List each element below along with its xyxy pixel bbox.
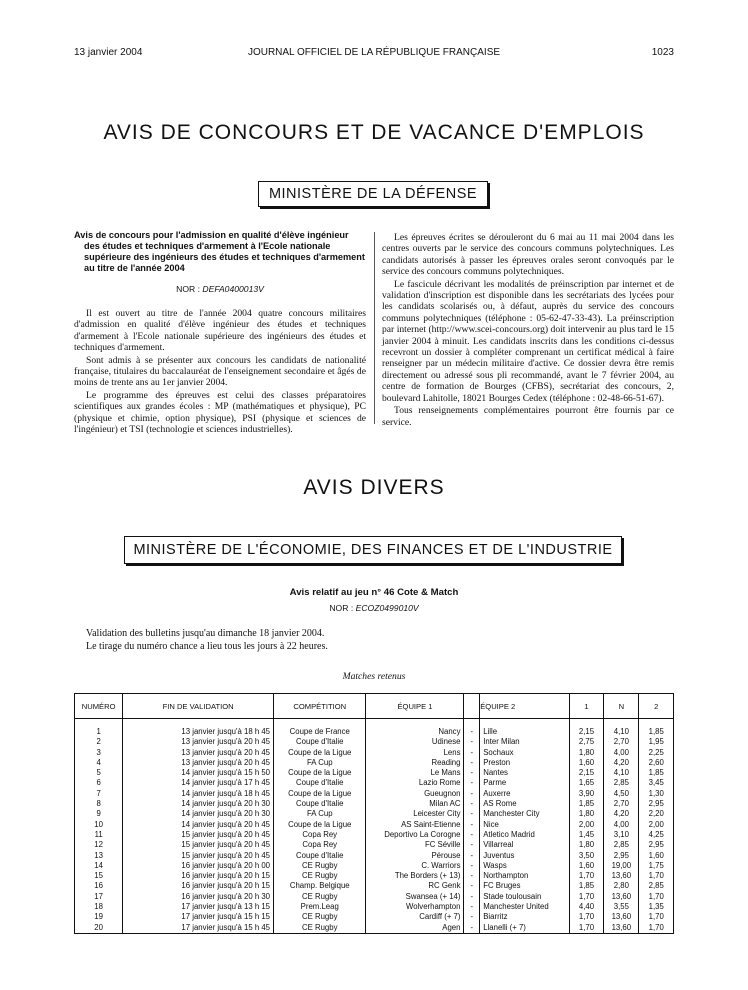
- cell-odds-2: 3,45: [639, 778, 674, 788]
- table-row: [75, 748, 674, 758]
- team-separator: -: [470, 902, 474, 912]
- cell-fin-validation: 14 janvier jusqu'à 18 h 45: [123, 789, 274, 799]
- column-divider: [374, 232, 375, 424]
- team-separator: -: [470, 912, 474, 922]
- cell-odds-n: 4,10: [604, 719, 639, 738]
- tirage-line: Le tirage du numéro chance a lieu tous les jours à 22 heures.: [86, 641, 328, 652]
- cell-odds-1: 2,00: [569, 820, 603, 830]
- table-row: [75, 820, 674, 830]
- table-row: [75, 912, 674, 922]
- left-body-text: [74, 308, 366, 435]
- cell-odds-2: 1,85: [639, 719, 674, 738]
- cell-equipe1: Pérouse: [366, 851, 464, 861]
- cell-odds-1: 1,65: [569, 778, 603, 788]
- header-page-number: 1023: [651, 47, 674, 58]
- table-row: [75, 758, 674, 768]
- team-separator: -: [470, 840, 474, 850]
- team-separator: -: [470, 809, 474, 819]
- cell-fin-validation: 16 janvier jusqu'à 20 h 00: [123, 861, 274, 871]
- cell-fin-validation: 14 janvier jusqu'à 20 h 30: [123, 809, 274, 819]
- cell-odds-n: 4,10: [604, 768, 639, 778]
- cell-odds-n: 13,60: [604, 923, 639, 934]
- col-header-1: 1: [569, 694, 603, 719]
- cell-odds-n: 4,00: [604, 820, 639, 830]
- cell-fin-validation: 13 janvier jusqu'à 20 h 45: [123, 737, 274, 747]
- nor-label: NOR :: [329, 603, 354, 613]
- team-separator: -: [470, 850, 474, 860]
- matches-table: [74, 693, 674, 934]
- cell-equipe1: Le Mans: [366, 768, 464, 778]
- cell-odds-n: 3,55: [604, 902, 639, 912]
- cell-equipe2: Northampton: [480, 871, 570, 881]
- team-separator: -: [470, 819, 474, 829]
- cell-equipe2: Lille: [480, 719, 570, 738]
- cell-equipe1: Gueugnon: [366, 789, 464, 799]
- cell-equipe1: Milan AC: [366, 799, 464, 809]
- table-caption: Matches retenus: [342, 671, 406, 682]
- table-row: [75, 881, 674, 891]
- cell-odds-1: 1,70: [569, 871, 603, 881]
- cell-equipe2: Wasps: [480, 861, 570, 871]
- cell-odds-2: 1,70: [639, 892, 674, 902]
- cell-fin-validation: 16 janvier jusqu'à 20 h 15: [123, 881, 274, 891]
- cell-equipe2: AS Rome: [480, 799, 570, 809]
- section-title-concours: AVIS DE CONCOURS ET DE VACANCE D'EMPLOIS: [103, 121, 645, 144]
- cell-numero: 20: [75, 923, 123, 934]
- cell-odds-1: 3,90: [569, 789, 603, 799]
- team-separator: -: [470, 768, 474, 778]
- col-header-spacer: [464, 694, 480, 719]
- cell-odds-1: 1,60: [569, 861, 603, 871]
- cell-numero: 5: [75, 768, 123, 778]
- paragraph: Sont admis à se présenter aux concours les candidats de nationalité française, titulaires du baccalauréat de l'enseignement secondaire et âgés de moins de trente ans au 1er janvier 2004.: [74, 354, 366, 389]
- cell-odds-n: 4,20: [604, 809, 639, 819]
- cell-odds-2: 2,20: [639, 809, 674, 819]
- col-header-equipe2: ÉQUIPE 2: [480, 694, 570, 719]
- cell-competition: CE Rugby: [274, 871, 366, 881]
- validation-line: Validation des bulletins jusqu'au dimanche 18 janvier 2004.: [86, 628, 325, 639]
- cell-fin-validation: 14 janvier jusqu'à 20 h 30: [123, 799, 274, 809]
- cell-equipe1: RC Genk: [366, 881, 464, 891]
- cell-equipe2: Sochaux: [480, 748, 570, 758]
- paragraph: Les épreuves écrites se dérouleront du 6 mai au 11 mai 2004 dans les centres ouverts par le service des concours communs polytechniques. Les candidats autorisés à passer les épreuves orales seront convoqués par le service des concours communs polytechniques.: [382, 232, 674, 278]
- nor-reference-2: [0, 603, 748, 613]
- ministry-box-defense: MINISTÈRE DE LA DÉFENSE: [258, 181, 488, 207]
- section-title-avis-divers: AVIS DIVERS: [303, 476, 445, 499]
- cell-odds-1: 1,85: [569, 799, 603, 809]
- cell-odds-1: 3,50: [569, 851, 603, 861]
- cell-odds-2: 4,25: [639, 830, 674, 840]
- cell-competition: CE Rugby: [274, 892, 366, 902]
- cell-numero: 19: [75, 912, 123, 922]
- cell-competition: FA Cup: [274, 809, 366, 819]
- cell-equipe1: Swansea (+ 14): [366, 892, 464, 902]
- cell-numero: 1: [75, 719, 123, 738]
- cell-numero: 11: [75, 830, 123, 840]
- cell-equipe2: Nice: [480, 820, 570, 830]
- right-column: [382, 232, 674, 429]
- cell-odds-1: 1,80: [569, 809, 603, 819]
- cell-odds-2: 1,85: [639, 768, 674, 778]
- cell-odds-2: 1,60: [639, 851, 674, 861]
- header-date: 13 janvier 2004: [74, 47, 143, 58]
- cell-equipe2: Biarritz: [480, 912, 570, 922]
- cell-fin-validation: 17 janvier jusqu'à 13 h 15: [123, 902, 274, 912]
- col-header-competition: COMPÉTITION: [274, 694, 366, 719]
- cell-fin-validation: 17 janvier jusqu'à 15 h 15: [123, 912, 274, 922]
- table-row: [75, 830, 674, 840]
- cell-odds-2: 2,00: [639, 820, 674, 830]
- cell-competition: Champ. Belgique: [274, 881, 366, 891]
- cell-numero: 12: [75, 840, 123, 850]
- cell-odds-2: 1,70: [639, 912, 674, 922]
- notice-title-concours: Avis de concours pour l'admission en qualité d'élève ingénieur des études et techniques d'armement à l'Ecole nationale supérieure des ingénieurs des études et techniques d'armement au titre de l'année 2004: [74, 230, 365, 273]
- team-separator: -: [470, 747, 474, 757]
- cell-equipe1: Leicester City: [366, 809, 464, 819]
- cell-equipe2: Nantes: [480, 768, 570, 778]
- cell-odds-1: 1,70: [569, 912, 603, 922]
- cell-odds-1: 1,45: [569, 830, 603, 840]
- cell-odds-2: 1,30: [639, 789, 674, 799]
- cell-odds-1: 4,40: [569, 902, 603, 912]
- cell-odds-n: 13,60: [604, 871, 639, 881]
- cell-competition: Copa Rey: [274, 830, 366, 840]
- cell-competition: Coupe d'Italie: [274, 851, 366, 861]
- cell-equipe2: Manchester City: [480, 809, 570, 819]
- header-journal-title: JOURNAL OFFICIEL DE LA RÉPUBLIQUE FRANÇAISE: [247, 47, 501, 58]
- cell-numero: 10: [75, 820, 123, 830]
- cell-competition: Coupe d'Italie: [274, 737, 366, 747]
- cell-fin-validation: 16 janvier jusqu'à 20 h 30: [123, 892, 274, 902]
- cell-odds-1: 2,15: [569, 719, 603, 738]
- cell-odds-n: 3,10: [604, 830, 639, 840]
- col-header-numero: NUMÉRO: [75, 694, 123, 719]
- cell-numero: 13: [75, 851, 123, 861]
- cell-odds-n: 4,00: [604, 748, 639, 758]
- cell-numero: 6: [75, 778, 123, 788]
- cell-equipe1: C. Warriors: [366, 861, 464, 871]
- cell-equipe1: Udinese: [366, 737, 464, 747]
- cell-numero: 16: [75, 881, 123, 891]
- cell-equipe1: The Borders (+ 13): [366, 871, 464, 881]
- cell-odds-n: 2,85: [604, 840, 639, 850]
- cell-competition: Coupe de la Ligue: [274, 768, 366, 778]
- cell-fin-validation: 17 janvier jusqu'à 15 h 45: [123, 923, 274, 934]
- table-row: [75, 902, 674, 912]
- cell-fin-validation: 15 janvier jusqu'à 20 h 45: [123, 840, 274, 850]
- col-header-n: N: [604, 694, 639, 719]
- team-separator: -: [470, 727, 474, 736]
- cell-competition: Coupe de France: [274, 719, 366, 738]
- cell-numero: 14: [75, 861, 123, 871]
- notice-title-cote-match: Avis relatif au jeu n° 46 Cote & Match: [289, 587, 459, 598]
- cell-odds-2: 2,25: [639, 748, 674, 758]
- cell-numero: 7: [75, 789, 123, 799]
- cell-odds-2: 2,95: [639, 840, 674, 850]
- paragraph: Tous renseignements complémentaires pourront être fournis par ce service.: [382, 405, 674, 428]
- col-header-equipe1: ÉQUIPE 1: [366, 694, 464, 719]
- cell-odds-2: 1,35: [639, 902, 674, 912]
- table-row: [75, 719, 674, 738]
- cell-equipe1: Deportivo La Corogne: [366, 830, 464, 840]
- cell-odds-1: 1,70: [569, 892, 603, 902]
- nor-label: NOR :: [176, 284, 200, 294]
- team-separator: -: [470, 757, 474, 767]
- table-row: [75, 789, 674, 799]
- cell-fin-validation: 13 janvier jusqu'à 20 h 45: [123, 758, 274, 768]
- table-row: [75, 799, 674, 809]
- cell-odds-1: 1,60: [569, 758, 603, 768]
- cell-odds-n: 2,70: [604, 799, 639, 809]
- cell-numero: 8: [75, 799, 123, 809]
- col-header-2: 2: [639, 694, 674, 719]
- cell-competition: Copa Rey: [274, 840, 366, 850]
- table-row: [75, 809, 674, 819]
- paragraph: Le fascicule décrivant les modalités de préinscription par internet et de validation d'inscription est disponible dans les secrétariats des lycées pour les candidats scolarisés ou, à défaut, auprès du service des concours communs polytechniques (téléphone : 05-62-47-33-43). La préinscription par internet (http://www.scei-concours.org) doit intervenir au plus tard le 15 janvier 2004 à minuit. Les candidats inscrits dans les conditions ci-dessus recevront un dossier à compléter comprenant un certificat médical à faire renseigner par un médecin militaire d'active. Ce dossier devra être remis directement ou adressé sous pli recommandé, avant le 7 février 2004, au centre de formation de Bourges (CFBS), secrétariat des concours, 2, boulevard Lahitolle, 18021 Bourges Cedex (téléphone : 02-48-66-51-67).: [382, 278, 674, 404]
- cell-numero: 2: [75, 737, 123, 747]
- cell-competition: Coupe d'Italie: [274, 799, 366, 809]
- table-row: [75, 851, 674, 861]
- cell-odds-1: 2,15: [569, 768, 603, 778]
- team-separator: -: [470, 778, 474, 788]
- cell-equipe1: Lazio Rome: [366, 778, 464, 788]
- cell-equipe2: FC Bruges: [480, 881, 570, 891]
- cell-odds-2: 2,60: [639, 758, 674, 768]
- paragraph: Le programme des épreuves est celui des classes préparatoires scientifiques aux grandes écoles : MP (mathématiques et physique), PC (physique et chimie, option physique), PSI (physique et sciences de l'ingénieur) et TSI (technologie et sciences industrielles).: [74, 389, 366, 436]
- table-row: [75, 923, 674, 934]
- cell-odds-2: 1,95: [639, 737, 674, 747]
- cell-odds-2: 2,85: [639, 881, 674, 891]
- nor-code: DEFA0400013V: [202, 284, 264, 294]
- cell-equipe1: Nancy: [366, 719, 464, 738]
- cell-equipe2: Stade toulousain: [480, 892, 570, 902]
- cell-numero: 15: [75, 871, 123, 881]
- cell-equipe2: Preston: [480, 758, 570, 768]
- cell-fin-validation: 14 janvier jusqu'à 15 h 50: [123, 768, 274, 778]
- team-separator: -: [470, 860, 474, 870]
- cell-equipe1: Lens: [366, 748, 464, 758]
- team-separator: -: [470, 881, 474, 891]
- cell-odds-n: 4,20: [604, 758, 639, 768]
- team-separator: -: [470, 737, 474, 747]
- table-row: [75, 737, 674, 747]
- table-header-row: [75, 694, 674, 719]
- cell-fin-validation: 13 janvier jusqu'à 18 h 45: [123, 719, 274, 738]
- cell-equipe1: FC Séville: [366, 840, 464, 850]
- cell-odds-2: 2,95: [639, 799, 674, 809]
- cell-equipe2: Auxerre: [480, 789, 570, 799]
- cell-competition: Coupe de la Ligue: [274, 789, 366, 799]
- cell-odds-2: 1,70: [639, 923, 674, 934]
- cell-equipe1: Cardiff (+ 7): [366, 912, 464, 922]
- table-row: [75, 892, 674, 902]
- cell-equipe2: Llanelli (+ 7): [480, 923, 570, 934]
- cell-competition: CE Rugby: [274, 912, 366, 922]
- team-separator: -: [470, 829, 474, 839]
- cell-odds-n: 13,60: [604, 892, 639, 902]
- cell-numero: 3: [75, 748, 123, 758]
- cell-equipe1: Reading: [366, 758, 464, 768]
- cell-odds-n: 2,95: [604, 851, 639, 861]
- cell-numero: 4: [75, 758, 123, 768]
- cell-odds-n: 4,50: [604, 789, 639, 799]
- cell-equipe1: Agen: [366, 923, 464, 934]
- cell-competition: FA Cup: [274, 758, 366, 768]
- cell-odds-n: 19,00: [604, 861, 639, 871]
- left-column: [74, 230, 366, 436]
- cell-competition: CE Rugby: [274, 923, 366, 934]
- col-header-fin-validation: FIN DE VALIDATION: [123, 694, 274, 719]
- cell-odds-1: 1,85: [569, 881, 603, 891]
- cell-odds-1: 1,80: [569, 748, 603, 758]
- cell-odds-n: 13,60: [604, 912, 639, 922]
- cell-equipe1: AS Saint-Etienne: [366, 820, 464, 830]
- nor-code: ECOZ0499010V: [355, 603, 419, 613]
- paragraph: Il est ouvert au titre de l'année 2004 quatre concours militaires d'admission en qualité d'élève ingénieur des études et techniques d'armement à l'Ecole nationale supérieure des ingénieurs des études et techniques d'armement.: [74, 308, 366, 354]
- cell-odds-2: 1,70: [639, 871, 674, 881]
- cell-equipe1: Wolverhampton: [366, 902, 464, 912]
- cell-fin-validation: 15 janvier jusqu'à 20 h 45: [123, 830, 274, 840]
- cell-competition: Prem.Leag: [274, 902, 366, 912]
- cell-equipe2: Manchester United: [480, 902, 570, 912]
- cell-fin-validation: 14 janvier jusqu'à 20 h 45: [123, 820, 274, 830]
- team-separator: -: [470, 922, 474, 932]
- nor-reference-1: [74, 284, 366, 294]
- cell-competition: CE Rugby: [274, 861, 366, 871]
- cell-numero: 9: [75, 809, 123, 819]
- cell-odds-1: 1,70: [569, 923, 603, 934]
- cell-odds-1: 2,75: [569, 737, 603, 747]
- table-row: [75, 871, 674, 881]
- cell-odds-1: 1,80: [569, 840, 603, 850]
- ministry-box-economie: MINISTÈRE DE L'ÉCONOMIE, DES FINANCES ET DE L'INDUSTRIE: [124, 536, 622, 564]
- team-separator: -: [470, 871, 474, 881]
- cell-numero: 17: [75, 892, 123, 902]
- cell-odds-n: 2,85: [604, 778, 639, 788]
- cell-competition: Coupe d'Italie: [274, 778, 366, 788]
- table-row: [75, 861, 674, 871]
- cell-fin-validation: 16 janvier jusqu'à 20 h 15: [123, 871, 274, 881]
- cell-fin-validation: 14 janvier jusqu'à 17 h 45: [123, 778, 274, 788]
- cell-equipe2: Parme: [480, 778, 570, 788]
- table-row: [75, 768, 674, 778]
- cell-odds-2: 1,75: [639, 861, 674, 871]
- cell-numero: 18: [75, 902, 123, 912]
- table-row: [75, 840, 674, 850]
- cell-competition: Coupe de la Ligue: [274, 820, 366, 830]
- cell-fin-validation: 15 janvier jusqu'à 20 h 45: [123, 851, 274, 861]
- cell-equipe2: Atletico Madrid: [480, 830, 570, 840]
- cell-odds-n: 2,70: [604, 737, 639, 747]
- cell-competition: Coupe de la Ligue: [274, 748, 366, 758]
- cell-equipe2: Inter Milan: [480, 737, 570, 747]
- cell-fin-validation: 13 janvier jusqu'à 20 h 45: [123, 748, 274, 758]
- team-separator: -: [470, 799, 474, 809]
- cell-equipe2: Juventus: [480, 851, 570, 861]
- team-separator: -: [470, 891, 474, 901]
- cell-equipe2: Villarreal: [480, 840, 570, 850]
- cell-odds-n: 2,80: [604, 881, 639, 891]
- table-row: [75, 778, 674, 788]
- team-separator: -: [470, 788, 474, 798]
